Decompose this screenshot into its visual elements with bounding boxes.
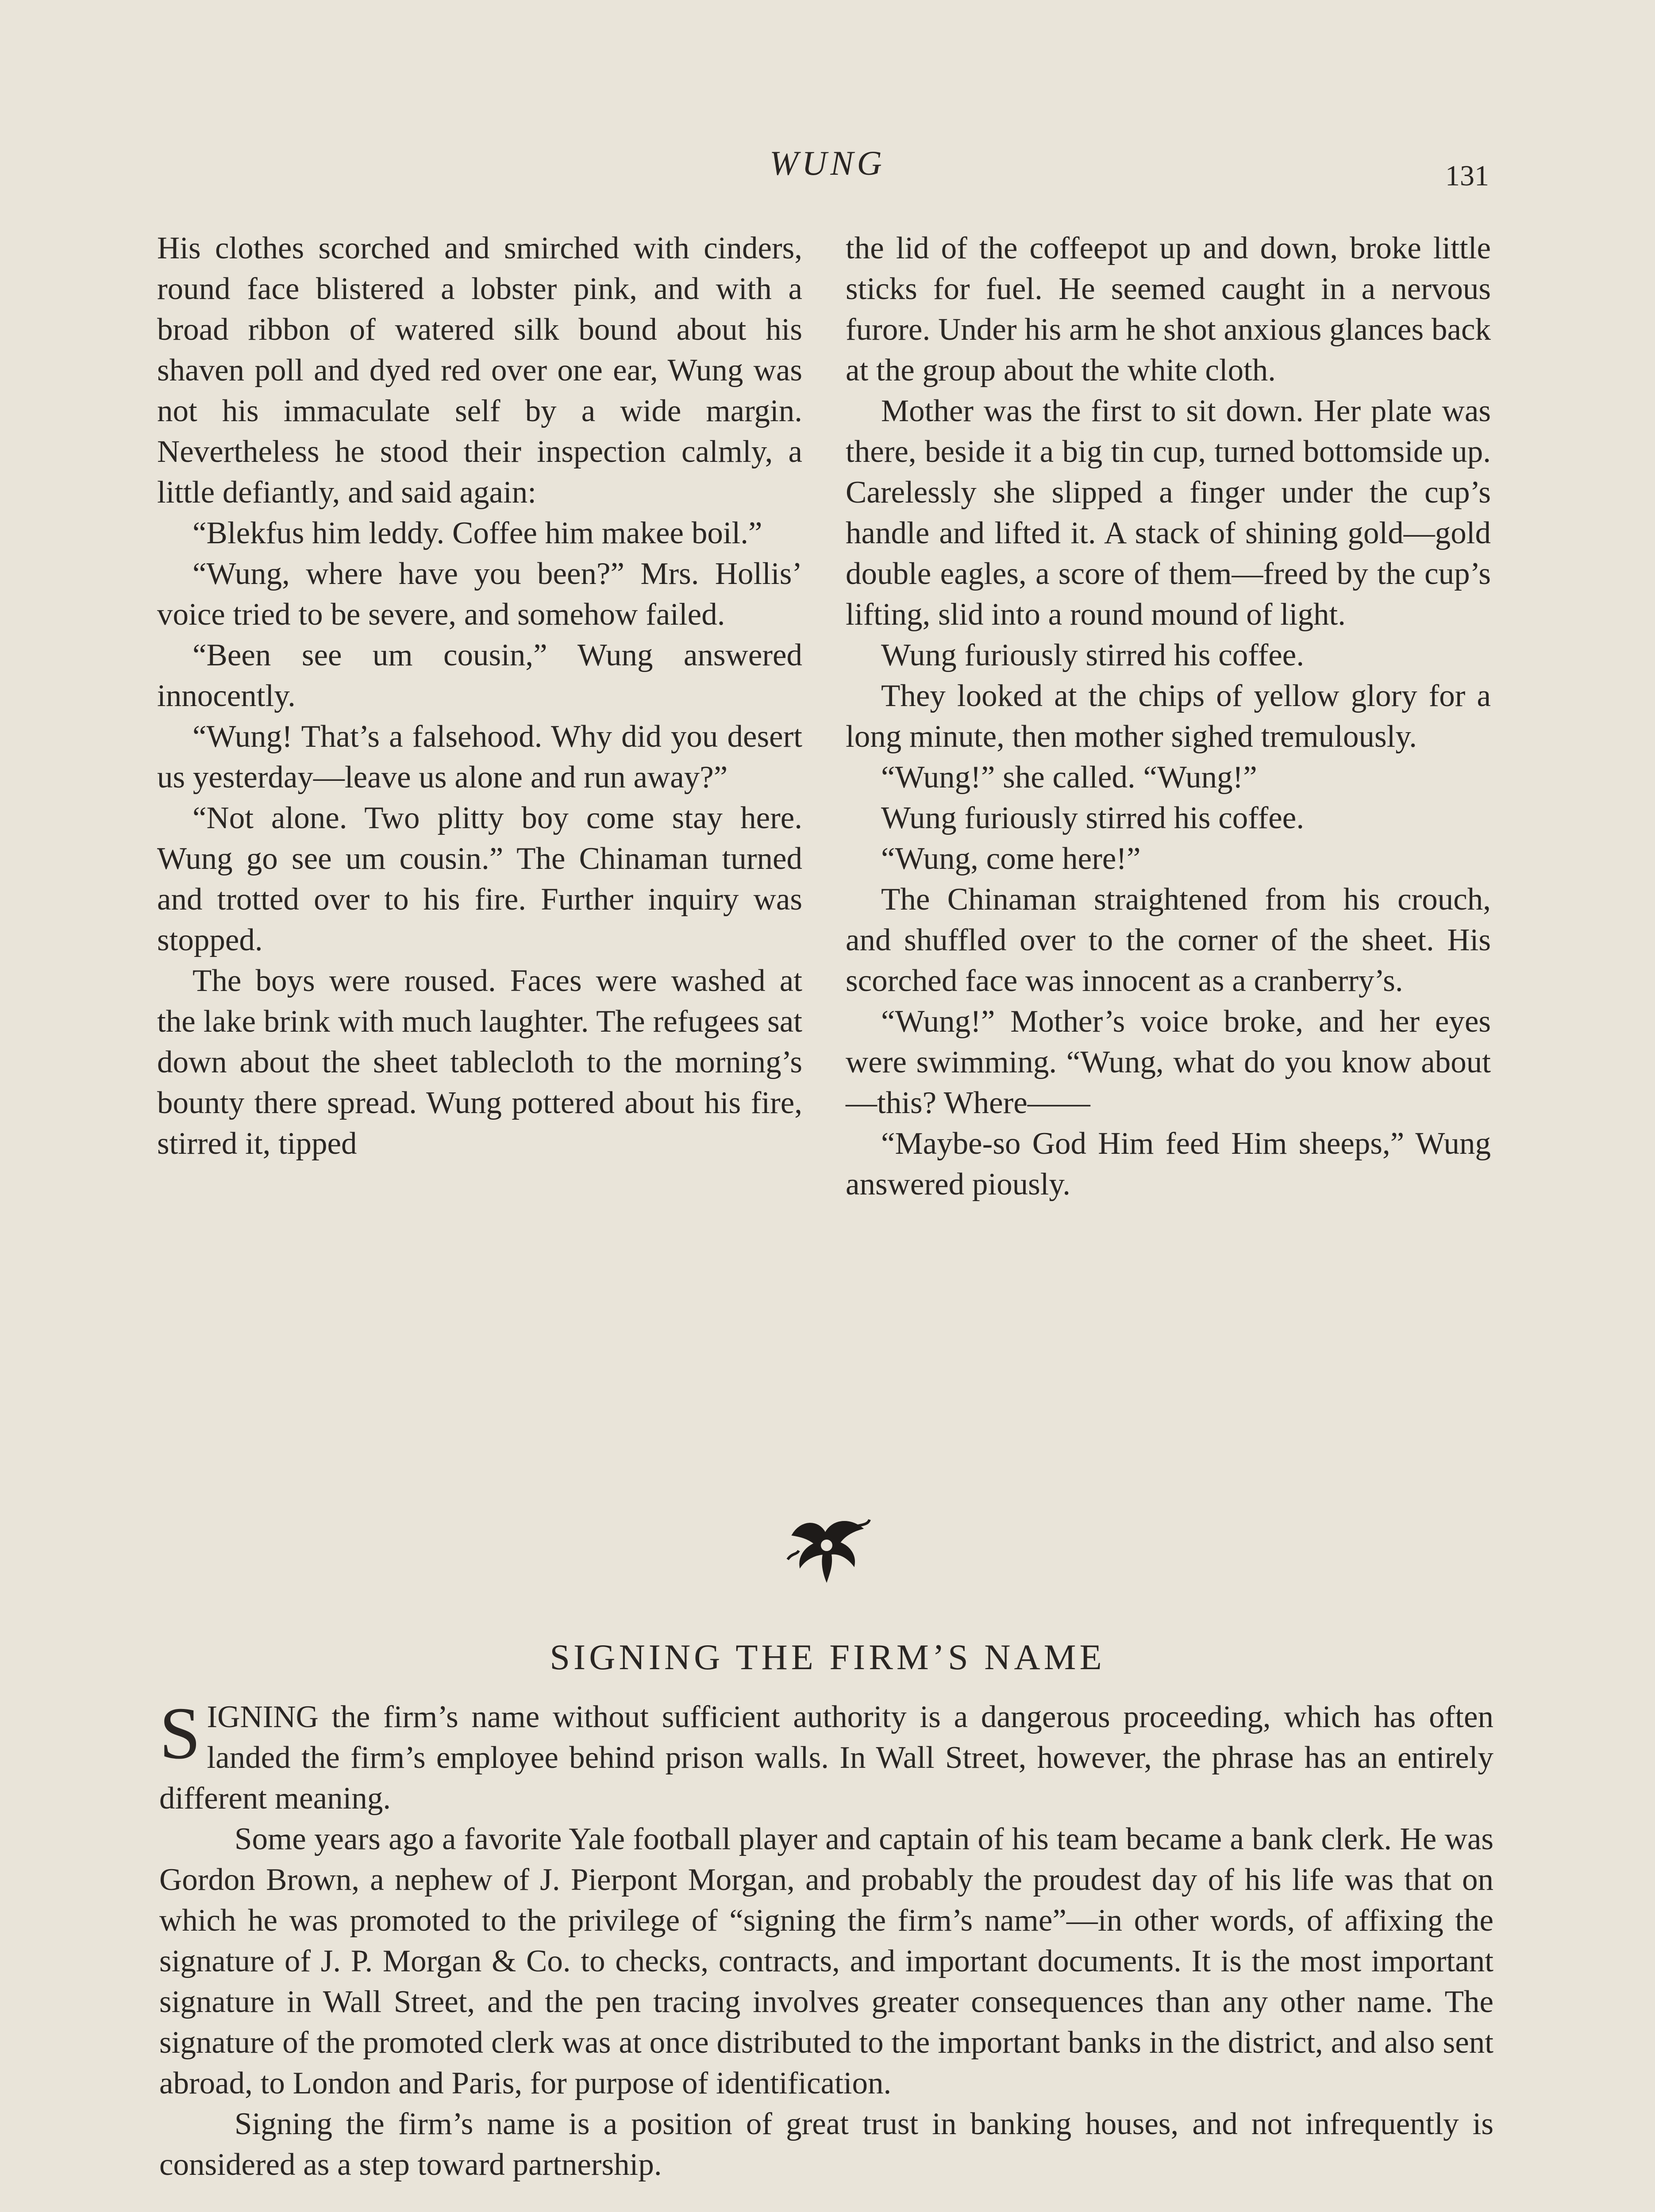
story-paragraph: “Blekfus him leddy. Coffee him makee boil.” [192,516,762,550]
article-lead-text: IGNING the firm’s name without sufficient authority is a dangerous proceeding, which has often landed the firm’s employee behind prison walls. In Wall Street, however, the phrase has an entirely different meaning. [159,1700,1493,1816]
article-paragraph: Signing the firm’s name is a position of great trust in banking houses, and not infrequently is considered as a step toward partnership. [159,2107,1493,2182]
story-paragraph: “Been see um cousin,” Wung answered innocently. [157,638,802,713]
page-number: 131 [1445,160,1489,192]
story-paragraph: Wung furiously stirred his coffee. [881,638,1305,672]
story-paragraph: “Wung! That’s a falsehood. Why did you desert us yesterday—leave us alone and run away?” [157,719,802,795]
story-paragraph: “Maybe-so God Him feed Him sheeps,” Wung answered piously. [846,1126,1491,1202]
story-paragraph: The Chinaman straightened from his crouch, and shuffled over to the corner of the sheet. His scorched face was innocent as a cranberry’s. [846,882,1491,998]
story-paragraph: “Wung!” Mother’s voice broke, and her eyes were swimming. “Wung, what do you know about—this? Where—— [846,1004,1491,1120]
story-paragraph: “Wung, where have you been?” Mrs. Hollis’ voice tried to be severe, and somehow failed. [157,557,802,632]
article-title: SIGNING THE FIRM’S NAME [550,1637,1105,1677]
story-paragraph: “Wung, come here!” [881,841,1141,876]
story-paragraph: “Not alone. Two plitty boy come stay here. Wung go see um cousin.” The Chinaman turned and trotted over to his fire. Further inquiry was stopped. [157,801,802,957]
story-paragraph: “Wung!” she called. “Wung!” [881,760,1257,795]
story-right-column [846,228,1491,1205]
drop-cap: S [159,1692,201,1774]
story-left-column [157,228,802,1164]
story-paragraph: The boys were roused. Faces were washed at the lake brink with much laughter. The refugees sat down about the sheet tablecloth to the morning’s bounty there spread. Wung pottered about his fire, stirred it, tipped [157,964,802,1161]
article-paragraph: Some years ago a favorite Yale football player and captain of his team became a bank clerk. He was Gordon Brown, a nephew of J. Pierpont Morgan, and probably the proudest day of his life was that on which he was promoted to the privilege of “signing the firm’s name”—in other words, of affixing the signature of J. P. Morgan & Co. to checks, contracts, and important documents. It is the most important signature in Wall Street, and the pen tracing involves greater consequences than any other name. The signature of the promoted clerk was at once distributed to the important banks in the district, and also sent abroad, to London and Paris, for purpose of identification. [159,1822,1493,2101]
running-title: WUNG [770,144,885,182]
story-paragraph: Mother was the first to sit down. Her plate was there, beside it a big tin cup, turned bottomside up. Carelessly she slipped a finger under the cup’s handle and lifted it. A stack of shining gold—gold double eagles, a score of them—freed by the cup’s lifting, slid into a round mound of light. [846,394,1491,632]
floral-ornament-icon [783,1511,872,1586]
story-paragraph: They looked at the chips of yellow glory for a long minute, then mother sighed tremulously. [846,679,1491,754]
story-paragraph: Wung furiously stirred his coffee. [881,801,1305,835]
story-paragraph: the lid of the coffeepot up and down, broke little sticks for fuel. He seemed caught in a nervous furore. Under his arm he shot anxious glances back at the group about the white cloth. [846,231,1491,388]
article-body [159,1692,1493,2185]
story-paragraph: His clothes scorched and smirched with cinders, round face blistered a lobster pink, and with a broad ribbon of watered silk bound about his shaven poll and dyed red over one ear, Wung was not his immaculate self by a wide margin. Nevertheless he stood their inspection calmly, a little defiantly, and said again: [157,231,802,510]
article-lead-paragraph [159,1692,1493,1819]
